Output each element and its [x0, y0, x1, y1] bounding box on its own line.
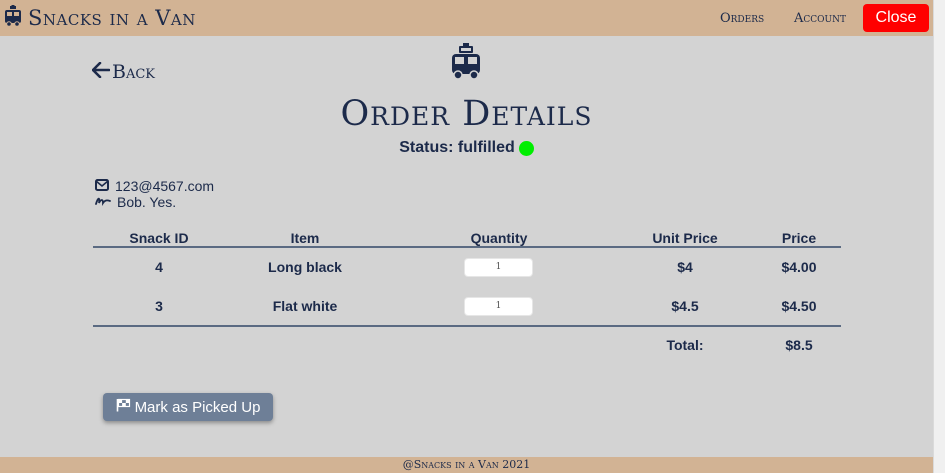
van-logo-icon — [449, 43, 483, 86]
footer-text: @Snacks in a Van 2021 — [402, 458, 531, 471]
envelope-icon — [95, 178, 109, 194]
back-link[interactable] — [92, 61, 155, 83]
van-icon — [4, 5, 22, 32]
scrollbar[interactable] — [933, 0, 945, 473]
col-snack-id: Snack ID — [129, 230, 189, 246]
nav-account-link[interactable]: Account — [794, 11, 847, 26]
arrow-left-icon — [92, 61, 110, 83]
row-unit-price: $4 — [677, 259, 693, 275]
row-snack-id: 3 — [155, 298, 163, 314]
col-price: Price — [781, 230, 817, 246]
status-text: Status: fulfilled — [399, 139, 515, 156]
mark-picked-up-button[interactable] — [103, 393, 273, 421]
signature-icon — [95, 194, 111, 210]
row-snack-id: 4 — [155, 259, 163, 275]
footer — [0, 457, 933, 473]
name-text: Bob. Yes. — [117, 194, 177, 210]
table-footer-rule — [93, 325, 841, 327]
brand[interactable] — [4, 5, 196, 31]
brand-name: Snacks in a Van — [28, 6, 196, 30]
customer-name — [95, 194, 176, 210]
back-label: Back — [112, 61, 156, 83]
customer-email — [95, 178, 214, 194]
flag-checkered-icon — [116, 398, 131, 416]
status-indicator — [519, 141, 534, 156]
table-header-rule — [93, 246, 841, 248]
col-item: Item — [290, 230, 320, 246]
close-button[interactable]: Close — [863, 4, 929, 32]
quantity-input[interactable]: 1 — [464, 297, 533, 316]
mark-picked-up-label: Mark as Picked Up — [134, 398, 261, 416]
page-title: Order Details — [340, 94, 593, 134]
col-quantity: Quantity — [470, 230, 528, 246]
navbar — [0, 0, 933, 36]
order-status — [0, 139, 933, 157]
total-label: Total: — [666, 337, 704, 353]
nav-orders-link[interactable]: Orders — [720, 11, 765, 26]
row-item: Long black — [268, 259, 342, 275]
total-value: $8.5 — [785, 337, 813, 353]
row-price: $4.00 — [781, 259, 817, 275]
row-unit-price: $4.5 — [671, 298, 699, 314]
row-item: Flat white — [272, 298, 338, 314]
row-price: $4.50 — [781, 298, 817, 314]
email-text: 123@4567.com — [115, 178, 215, 194]
quantity-input[interactable]: 1 — [464, 258, 533, 277]
col-unit-price: Unit Price — [652, 230, 718, 246]
